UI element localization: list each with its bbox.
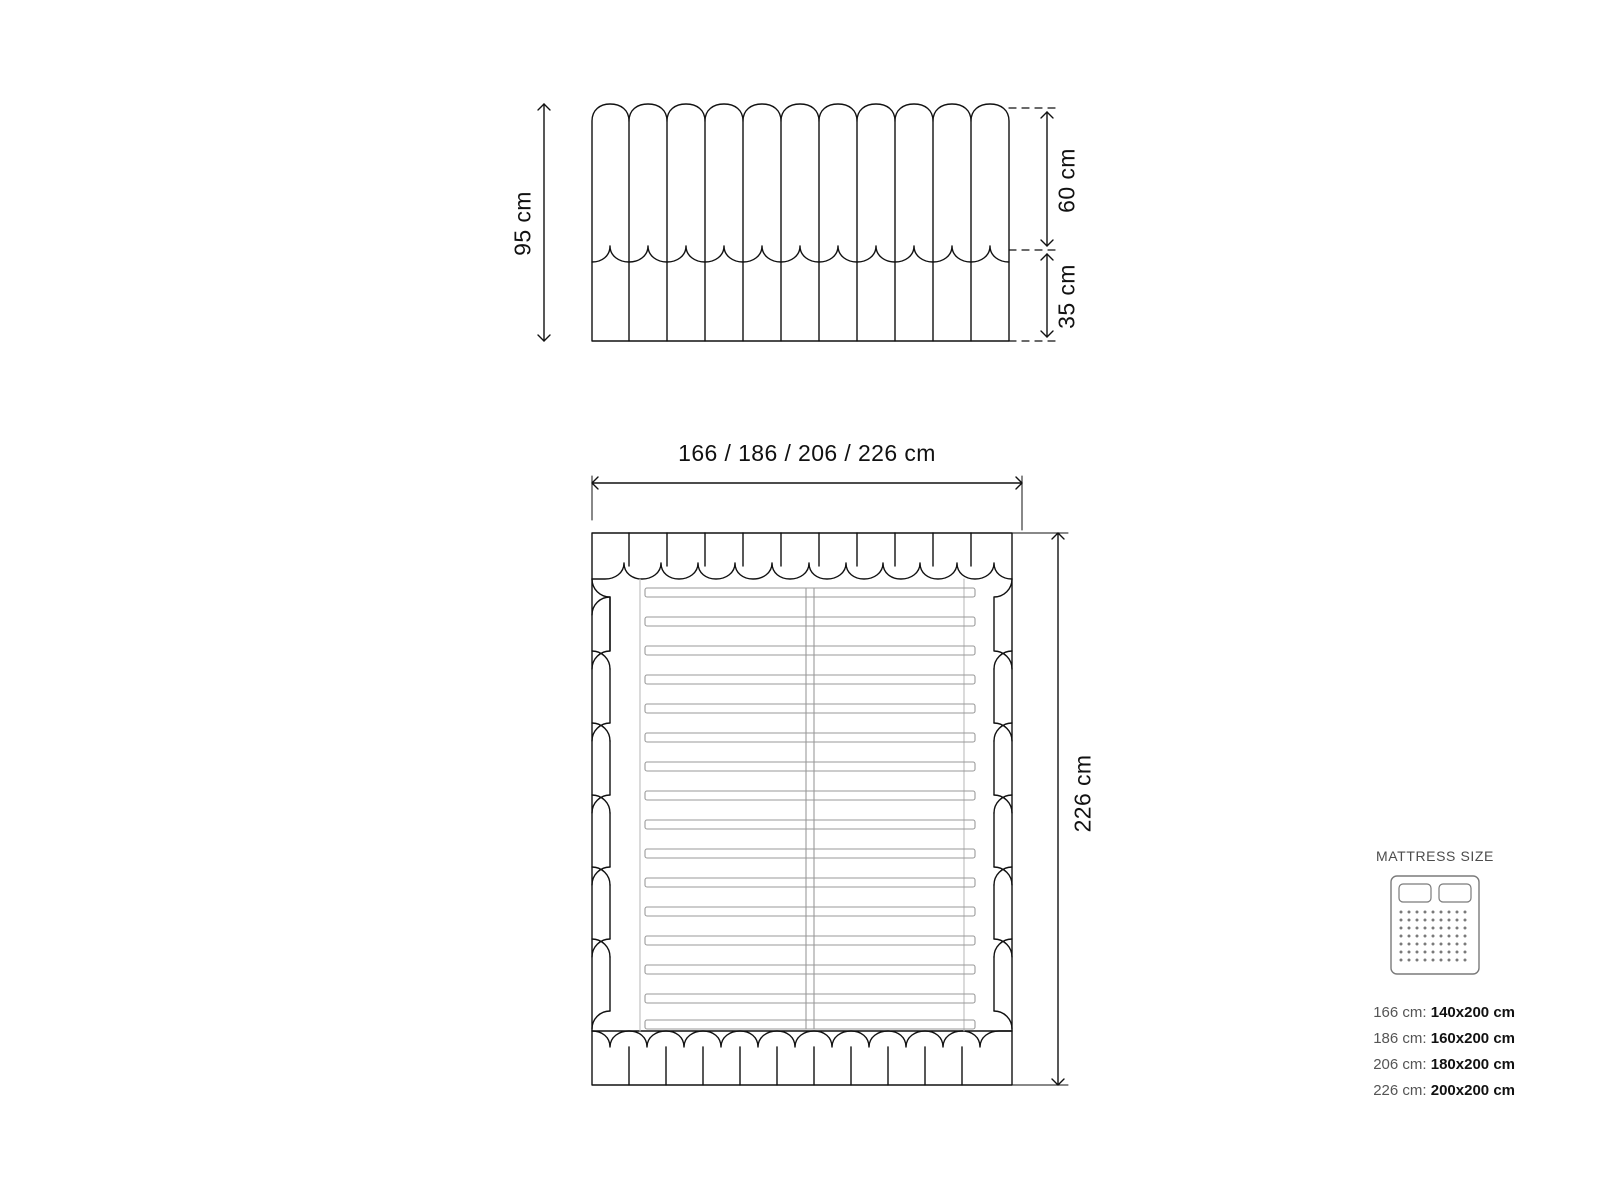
label-length: 226 cm — [1069, 754, 1096, 833]
size-row — [1255, 1026, 1515, 1052]
mattress-size-legend — [1345, 848, 1525, 980]
dimension-length — [1012, 533, 1068, 1085]
size-value: 200x200 cm — [1430, 1082, 1515, 1099]
dimension-base-height — [1009, 254, 1058, 341]
size-row — [1255, 1052, 1515, 1078]
label-total-height: 95 cm — [509, 191, 536, 256]
label-width-options: 166 / 186 / 206 / 226 cm — [678, 440, 936, 466]
bed-top-view — [592, 533, 1012, 1085]
label-base-height: 35 cm — [1053, 264, 1080, 329]
size-key: 206 cm: — [1373, 1056, 1427, 1073]
size-key: 186 cm: — [1373, 1030, 1427, 1047]
dimension-width — [592, 476, 1022, 530]
size-row — [1255, 1000, 1515, 1026]
size-value: 180x200 cm — [1430, 1056, 1515, 1073]
dimension-total-height — [538, 104, 550, 341]
label-headboard-height: 60 cm — [1053, 148, 1080, 213]
size-row — [1255, 1078, 1515, 1104]
size-key: 226 cm: — [1373, 1082, 1427, 1099]
size-key: 166 cm: — [1373, 1004, 1427, 1021]
dimension-headboard-height — [1009, 108, 1058, 250]
size-value: 140x200 cm — [1430, 1004, 1515, 1021]
mattress-icon — [1385, 870, 1485, 980]
mattress-size-list — [1255, 1000, 1515, 1104]
legend-title: MATTRESS SIZE — [1376, 848, 1494, 864]
size-value: 160x200 cm — [1430, 1030, 1515, 1047]
headboard-front-view — [592, 104, 1009, 341]
